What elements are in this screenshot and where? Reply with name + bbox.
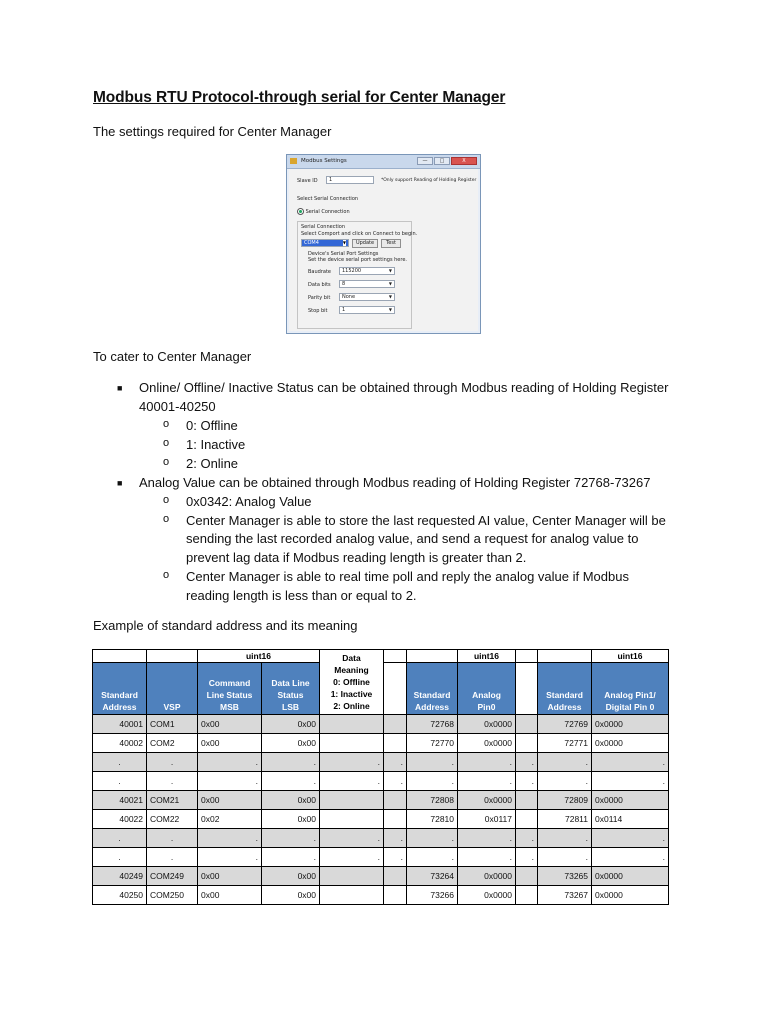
header-line: 0: Offline xyxy=(333,677,370,687)
command-header xyxy=(198,663,262,715)
table-cell: . xyxy=(93,753,147,772)
table-row xyxy=(93,867,669,886)
header-line: Standard xyxy=(101,690,138,700)
intro-text: The settings required for Center Manager xyxy=(93,124,332,139)
uint16-label: uint16 xyxy=(458,650,516,663)
table-cell: 73266 xyxy=(407,886,458,905)
table-cell: 40001 xyxy=(93,715,147,734)
table-cell: 0x0117 xyxy=(458,810,516,829)
update-button[interactable]: Update xyxy=(352,239,378,248)
table-cell xyxy=(516,867,538,886)
table-cell: . xyxy=(147,772,198,791)
table-cell: 40250 xyxy=(93,886,147,905)
bullet-circle-icon: o xyxy=(163,456,170,468)
header-line: Address xyxy=(414,702,449,712)
header-line: 1: Inactive xyxy=(330,689,373,699)
table-cell xyxy=(147,650,198,663)
table-cell: 73265 xyxy=(538,867,592,886)
table-cell: 0x0000 xyxy=(458,886,516,905)
table-cell xyxy=(320,791,384,810)
table-cell: . xyxy=(147,848,198,867)
table-cell: 0x0000 xyxy=(592,734,669,753)
table-row xyxy=(93,848,669,867)
table-cell: 73264 xyxy=(407,867,458,886)
sub-item: 2: Online xyxy=(186,456,239,471)
databits-value: 8 xyxy=(342,281,346,287)
baudrate-select[interactable] xyxy=(339,267,395,275)
group-title: Serial Connection xyxy=(301,224,346,230)
serial-radio[interactable] xyxy=(297,208,350,215)
table-cell: 40022 xyxy=(93,810,147,829)
table-cell xyxy=(93,650,147,663)
slave-id-label: Slave ID xyxy=(297,178,318,184)
header-line: Standard xyxy=(413,690,451,700)
table-cell xyxy=(384,791,407,810)
table-cell: . xyxy=(93,772,147,791)
table-cell: . xyxy=(458,829,516,848)
table-cell: . xyxy=(407,772,458,791)
table-cell: . xyxy=(592,772,669,791)
table-cell xyxy=(384,715,407,734)
table-cell: 72808 xyxy=(407,791,458,810)
comport-value: COM4 xyxy=(304,240,319,246)
bullet-square-icon: ■ xyxy=(117,478,123,488)
table-cell: 72770 xyxy=(407,734,458,753)
header-line: Data xyxy=(342,653,361,663)
table-cell: 40002 xyxy=(93,734,147,753)
vsp-header xyxy=(147,663,198,715)
analog-pin0-header xyxy=(458,663,516,715)
header-line: Meaning xyxy=(334,665,369,675)
maximize-button[interactable]: □ xyxy=(434,157,450,165)
table-cell: 0x0114 xyxy=(592,810,669,829)
table-cell: . xyxy=(147,753,198,772)
table-row xyxy=(93,715,669,734)
sub-item: 0: Offline xyxy=(186,418,238,433)
example-heading: Example of standard address and its meaning xyxy=(93,618,358,633)
table-cell: . xyxy=(538,772,592,791)
table-cell: . xyxy=(458,772,516,791)
bullet-square-icon: ■ xyxy=(117,383,123,393)
cater-heading: To cater to Center Manager xyxy=(93,349,252,364)
list-item-2: Analog Value can be obtained through Modbus reading of Holding Register 72768-73267 xyxy=(139,475,651,490)
serial-connection-group xyxy=(297,221,418,329)
table-cell: 72810 xyxy=(407,810,458,829)
std-address-header xyxy=(407,663,458,715)
chevron-down-icon: ▼ xyxy=(388,281,392,286)
table-cell: 72768 xyxy=(407,715,458,734)
databits-select[interactable] xyxy=(339,280,395,288)
table-cell: COM2 xyxy=(147,734,198,753)
table-cell xyxy=(384,734,407,753)
table-cell: COM22 xyxy=(147,810,198,829)
header-line: Analog xyxy=(472,690,501,700)
table-cell: . xyxy=(198,829,262,848)
table-cell xyxy=(516,791,538,810)
table-cell: 0x0000 xyxy=(592,886,669,905)
table-row xyxy=(93,753,669,772)
table-row xyxy=(93,886,669,905)
baudrate-label: Baudrate xyxy=(308,269,331,275)
table-cell xyxy=(407,650,458,663)
table-cell: 0x00 xyxy=(198,886,262,905)
table-cell: . xyxy=(198,772,262,791)
table-cell: . xyxy=(458,753,516,772)
table-cell: 0x00 xyxy=(198,715,262,734)
table-cell: 0x0000 xyxy=(592,791,669,810)
baudrate-value: 115200 xyxy=(342,268,362,274)
table-cell: 40021 xyxy=(93,791,147,810)
databits-label: Data bits xyxy=(308,282,331,288)
uint16-label: uint16 xyxy=(592,650,669,663)
table-cell: COM21 xyxy=(147,791,198,810)
list-item-1-line2: 40001-40250 xyxy=(139,399,216,414)
slave-note: *Only support Reading of Holding Register xyxy=(381,178,477,183)
table-row xyxy=(93,791,669,810)
table-cell: 0x00 xyxy=(262,886,320,905)
table-cell: 0x00 xyxy=(262,734,320,753)
bullet-circle-icon: o xyxy=(163,569,170,581)
table-cell: . xyxy=(198,753,262,772)
header-line: Data Line xyxy=(271,678,310,688)
header-line: VSP xyxy=(163,702,181,712)
table-cell xyxy=(320,886,384,905)
dialog-title: Modbus Settings xyxy=(301,158,347,164)
sub-item-line: Center Manager is able to store the last requested AI value, Center Manager will be xyxy=(186,513,666,528)
table-cell: COM1 xyxy=(147,715,198,734)
table-cell: . xyxy=(262,772,320,791)
device-settings-title: Device's Serial Port Settings xyxy=(308,251,379,257)
table-cell xyxy=(516,650,538,663)
table-cell: 0x0000 xyxy=(458,715,516,734)
app-icon xyxy=(290,158,297,164)
table-cell: 0x0000 xyxy=(458,734,516,753)
chevron-down-icon: ▼ xyxy=(388,307,392,312)
bullet-circle-icon: o xyxy=(163,437,170,449)
header-line: Analog Pin1/ xyxy=(604,690,656,700)
table-row xyxy=(93,829,669,848)
table-cell: . xyxy=(592,848,669,867)
table-type-row xyxy=(93,650,669,663)
header-line: 2: Online xyxy=(333,701,370,711)
table-cell: COM249 xyxy=(147,867,198,886)
table-cell: . xyxy=(592,829,669,848)
table-cell: . xyxy=(458,848,516,867)
header-line: Pin0 xyxy=(477,702,496,712)
table-cell: 0x0000 xyxy=(592,867,669,886)
parity-select[interactable] xyxy=(339,293,395,301)
table-cell xyxy=(384,810,407,829)
table-cell: 0x00 xyxy=(262,810,320,829)
header-line: Address xyxy=(547,702,582,712)
table-cell: 0x00 xyxy=(262,867,320,886)
stopbit-value: 1 xyxy=(342,307,346,313)
table-cell xyxy=(516,734,538,753)
bullet-circle-icon: o xyxy=(163,418,170,430)
select-serial-label: Select Serial Connection xyxy=(297,196,359,202)
serial-radio-label: Serial Connection xyxy=(305,209,350,215)
list-item-1-line1: Online/ Offline/ Inactive Status can be obtained through Modbus reading of Holding Register xyxy=(139,380,669,395)
table-cell: 72809 xyxy=(538,791,592,810)
table-cell xyxy=(320,867,384,886)
table-cell xyxy=(320,715,384,734)
bullet-circle-icon: o xyxy=(163,494,170,506)
table-cell: . xyxy=(320,848,384,867)
chevron-down-icon: ▼ xyxy=(342,240,346,245)
stopbit-select[interactable] xyxy=(339,306,395,314)
data-meaning-header xyxy=(320,650,384,715)
table-cell: 72811 xyxy=(538,810,592,829)
table-cell: 0x00 xyxy=(198,734,262,753)
header-line: Command xyxy=(208,678,251,688)
sub-item: 0x0342: Analog Value xyxy=(186,494,312,509)
table-cell: . xyxy=(538,753,592,772)
page-title: Modbus RTU Protocol-through serial for Center Manager xyxy=(93,89,506,106)
dialog-titlebar xyxy=(287,155,480,169)
table-cell: . xyxy=(262,753,320,772)
table-cell: 40249 xyxy=(93,867,147,886)
table-row xyxy=(93,734,669,753)
bullet-circle-icon: o xyxy=(163,513,170,525)
header-line: Status xyxy=(277,690,304,700)
table-cell: 72769 xyxy=(538,715,592,734)
table-cell: 72771 xyxy=(538,734,592,753)
table-cell: . xyxy=(320,772,384,791)
table-cell xyxy=(384,663,407,715)
chevron-down-icon: ▼ xyxy=(388,268,392,273)
table-cell: . xyxy=(516,772,538,791)
table-cell: 0x00 xyxy=(262,715,320,734)
sub-item-line: sending the last recorded analog value, and send a request for analog value to xyxy=(186,531,639,546)
register-table xyxy=(92,649,669,905)
table-cell: 73267 xyxy=(538,886,592,905)
header-line: Standard xyxy=(546,690,583,700)
sub-item: 1: Inactive xyxy=(186,437,246,452)
table-row xyxy=(93,810,669,829)
table-cell: 0x0000 xyxy=(458,867,516,886)
table-cell: COM250 xyxy=(147,886,198,905)
table-cell: . xyxy=(538,848,592,867)
uint16-label: uint16 xyxy=(198,650,320,663)
header-line: LSB xyxy=(282,702,299,712)
table-cell: . xyxy=(262,829,320,848)
header-line: Line Status xyxy=(206,690,253,700)
table-cell xyxy=(516,663,538,715)
table-cell: . xyxy=(516,829,538,848)
table-cell xyxy=(320,734,384,753)
minimize-button[interactable]: — xyxy=(417,157,433,165)
table-cell: . xyxy=(592,753,669,772)
header-line: Digital Pin 0 xyxy=(605,702,655,712)
sub-item-line: prevent lag data if Modbus reading length is greater than 2. xyxy=(186,550,527,565)
table-cell: . xyxy=(262,848,320,867)
table-cell: . xyxy=(407,753,458,772)
table-cell: 0x00 xyxy=(262,791,320,810)
table-cell xyxy=(516,715,538,734)
sub-item-line: Center Manager is able to real time poll and reply the analog value if Modbus xyxy=(186,569,629,584)
table-cell: 0x00 xyxy=(198,867,262,886)
table-cell: . xyxy=(93,848,147,867)
stopbit-label: Stop bit xyxy=(308,308,328,314)
modbus-settings-dialog xyxy=(286,154,481,334)
dialog-body xyxy=(289,169,478,331)
parity-label: Parity bit xyxy=(308,295,331,301)
device-settings-hint: Set the device serial port settings here. xyxy=(308,257,407,263)
instructions: Select Comport and click on Connect to begin. xyxy=(301,231,418,237)
table-cell xyxy=(384,886,407,905)
sub-item-line: reading length is less than or equal to 2. xyxy=(186,588,417,603)
table-cell xyxy=(384,650,407,663)
comport-select[interactable] xyxy=(301,239,349,247)
table-cell: . xyxy=(93,829,147,848)
table-cell xyxy=(516,886,538,905)
table-body xyxy=(93,715,669,905)
slave-id-input[interactable]: 1 xyxy=(326,176,374,184)
header-line: MSB xyxy=(220,702,239,712)
table-cell: . xyxy=(516,753,538,772)
parity-value: None xyxy=(342,294,356,300)
table-cell: . xyxy=(538,829,592,848)
table-cell: . xyxy=(384,848,407,867)
close-button[interactable]: X xyxy=(451,157,477,165)
table-cell: . xyxy=(384,829,407,848)
table-cell: 0x00 xyxy=(198,791,262,810)
data-line-header xyxy=(262,663,320,715)
table-cell xyxy=(384,867,407,886)
table-cell: 0x0000 xyxy=(592,715,669,734)
table-cell: . xyxy=(384,753,407,772)
analog-pin1-header xyxy=(592,663,669,715)
table-cell: . xyxy=(198,848,262,867)
chevron-down-icon: ▼ xyxy=(388,294,392,299)
std-address-header xyxy=(538,663,592,715)
table-cell xyxy=(320,810,384,829)
table-cell: . xyxy=(407,829,458,848)
table-cell: 0x0000 xyxy=(458,791,516,810)
table-cell xyxy=(516,810,538,829)
test-button[interactable]: Test xyxy=(381,239,401,248)
table-cell xyxy=(538,650,592,663)
table-cell: . xyxy=(407,848,458,867)
table-cell: . xyxy=(320,829,384,848)
table-cell: . xyxy=(320,753,384,772)
table-row xyxy=(93,772,669,791)
std-address-header xyxy=(93,663,147,715)
header-line: Address xyxy=(102,702,137,712)
table-cell: . xyxy=(516,848,538,867)
table-cell: 0x02 xyxy=(198,810,262,829)
radio-icon xyxy=(297,208,304,215)
table-cell: . xyxy=(384,772,407,791)
table-cell: . xyxy=(147,829,198,848)
